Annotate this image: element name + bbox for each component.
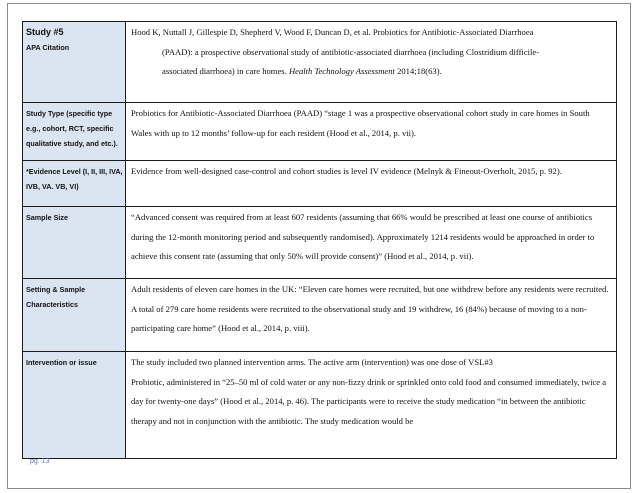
- row-label-sample-size: Sample Size: [23, 207, 126, 279]
- citation-line-3-text: associated diarrhoea) in care homes.: [162, 66, 287, 76]
- table-row: [23, 161, 617, 207]
- sample-size-cell: “Advanced consent was required from at least 607 residents (assuming that 66% would be prescribed at least one course of antibiotics during the 12-month monitoring period and subsequently randomised). Approximately 1214 residents would be approached in order to achieve this consent rate (assuming that only 50% will provide consent)” (Hood et al., 2014, p. vii).: [126, 207, 617, 279]
- intervention-cell: [126, 352, 617, 459]
- intervention-rest: Probiotic, administered in “25–50 ml of cold water or any non-fizzy drink or sprinkled onto cold food and consumed immediately, twice a day for twenty-one days” (Hood et al., 2014, p. 46). The participants were to receive the study medication “in between the antibiotic therapy and not in conjunction with the antibiotic. The study medication would be: [131, 376, 607, 426]
- table-row: [23, 207, 617, 279]
- table-row: [23, 352, 617, 459]
- citation-line-1: Hood K, Nuttall J, Gillespie D, Shepherd V, Wood F, Duncan D, et al. Probiotics for Antibiotic-Associated Diarrhoea: [131, 27, 534, 37]
- journal-name: Health Technology Assessment: [288, 66, 395, 76]
- table-row: [23, 279, 617, 352]
- citation-line-3: [131, 62, 610, 82]
- evidence-table: [22, 21, 617, 459]
- evidence-level-cell: Evidence from well-designed case-control and cohort studies is level IV evidence (Melnyk & Fineout-Overholt, 2015, p. 92).: [126, 161, 617, 207]
- citation-line-2: (PAAD): a prospective observational study of antibiotic-associated diarrhoea (including Clostridium difficile-: [162, 46, 540, 57]
- setting-cell: Adult residents of eleven care homes in the UK: “Eleven care homes were recruited, but one withdrew before any residents were recruited. A total of 279 care home residents were recruited to the observational study and 19 withdrew, 16 (84%) because of moving to a non-participating care home” (Hood et al., 2014, p. viii).: [126, 279, 617, 352]
- study-type-cell: Probiotics for Antibiotic-Associated Diarrhoea (PAAD) “stage 1 was a prospective observational cohort study in care homes in South Wales with up to 12 months’ follow-up for each resident (Hood et al., 2014, p. vii).: [126, 103, 617, 161]
- study-number: Study #5: [26, 27, 64, 37]
- table-row: [23, 103, 617, 161]
- row-label-study: [23, 22, 126, 103]
- row-label-evidence-level: *Evidence Level (I, II, III, IVA, IVB, VA. VB, VI): [23, 161, 126, 207]
- row-label-setting: Setting & Sample Characteristics: [23, 279, 126, 352]
- page-number: pg. 13: [30, 458, 50, 465]
- row-label-intervention: Intervention or issue: [23, 352, 126, 459]
- intervention-line-1: The study included two planned intervention arms. The active arm (intervention) was one dose of VSL#3: [131, 357, 493, 367]
- citation-cell: [126, 22, 617, 103]
- table-row: [23, 22, 617, 103]
- journal-volume: 2014;18(63).: [394, 66, 442, 76]
- apa-citation-label: APA Citation: [26, 43, 70, 52]
- row-label-study-type: Study Type (specific type e.g., cohort, RCT, specific qualitative study, and etc.).: [23, 103, 126, 161]
